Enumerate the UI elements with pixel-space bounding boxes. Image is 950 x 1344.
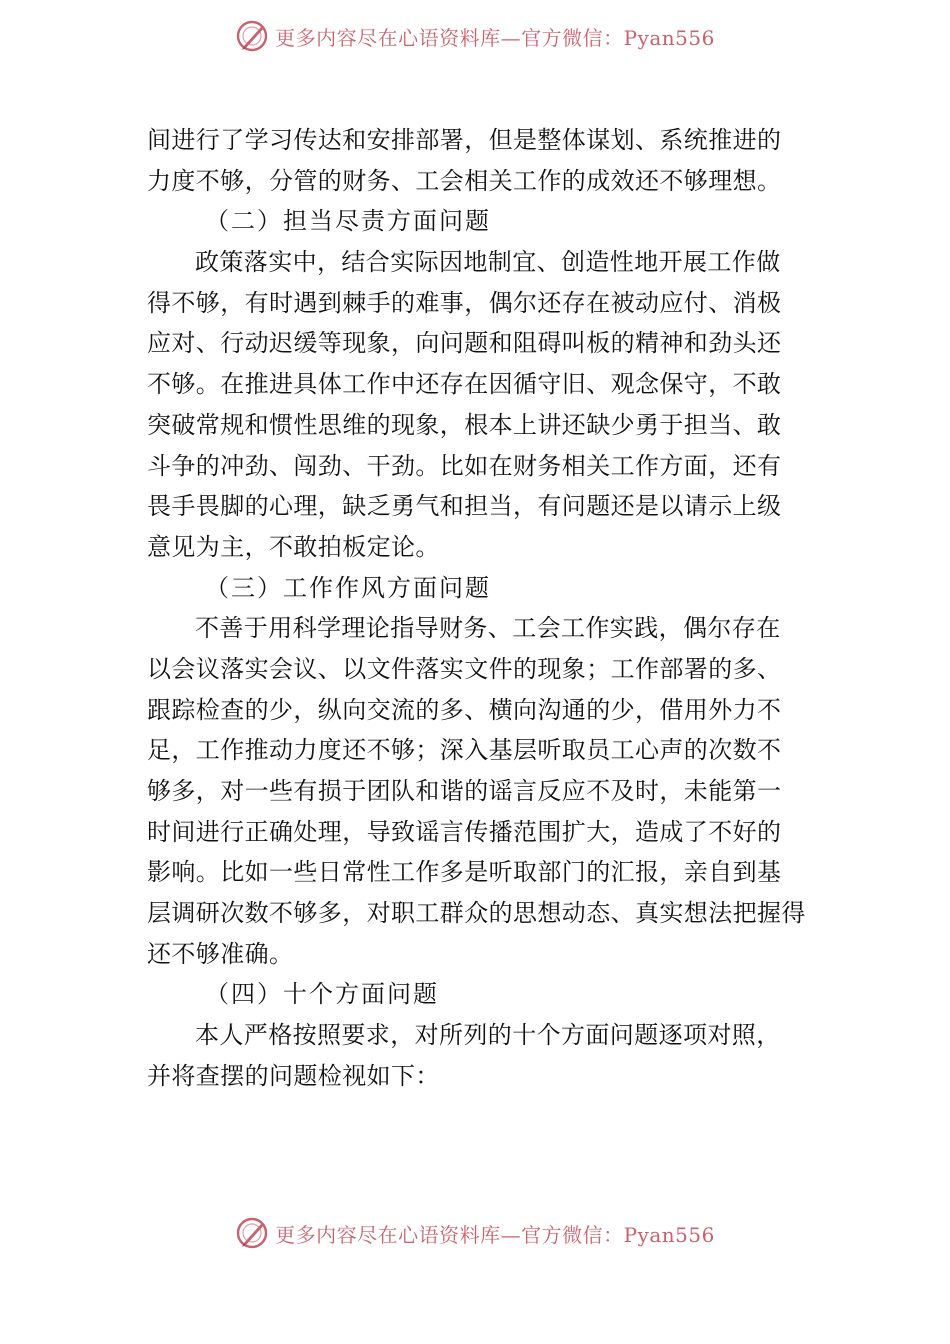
watermark-footer bbox=[0, 1213, 950, 1253]
paragraph-line: 应对、行动迟缓等现象，向问题和阻碍叫板的精神和劲头还 bbox=[147, 329, 782, 358]
paragraph-line: 跟踪检查的少，纵向交流的多、横向沟通的少，借用外力不 bbox=[147, 695, 782, 724]
paragraph-line: 突破常规和惯性思维的现象，根本上讲还缺少勇于担当、敢 bbox=[147, 410, 782, 439]
watermark-text: 更多内容尽在心语资料库—官方微信：Pyan556 bbox=[275, 25, 715, 50]
paragraph-line: 意见为主，不敢拍板定论。 bbox=[147, 532, 440, 561]
paragraph-line: 力度不够，分管的财务、工会相关工作的成效还不够理想。 bbox=[147, 166, 782, 195]
paragraph-line: 政策落实中，结合实际因地制宜、创造性地开展工作做 bbox=[195, 248, 781, 277]
document-body bbox=[147, 120, 827, 1097]
paragraph-line: 本人严格按照要求，对所列的十个方面问题逐项对照， bbox=[195, 1021, 781, 1050]
paragraph-line: 并将查摆的问题检视如下： bbox=[147, 1061, 440, 1090]
paragraph-line: 够多，对一些有损于团队和谐的谣言反应不及时，未能第一 bbox=[147, 777, 782, 805]
paragraph-line: 不善于用科学理论指导财务、工会工作实践，偶尔存在 bbox=[195, 614, 781, 643]
watermark-header bbox=[0, 16, 950, 56]
section-heading: （三）工作作风方面问题 bbox=[205, 573, 491, 602]
paragraph-line: 层调研次数不够多，对职工群众的思想动态、真实想法把握得 bbox=[147, 899, 806, 928]
paragraph-line: 还不够准确。 bbox=[147, 939, 294, 968]
pen-logo-icon bbox=[235, 1216, 269, 1250]
paragraph-line: 以会议落实会议、以文件落实文件的现象；工作部署的多、 bbox=[147, 654, 782, 683]
paragraph-line: 足，工作推动力度还不够；深入基层听取员工心声的次数不 bbox=[147, 736, 782, 765]
paragraph-line: 间进行了学习传达和安排部署，但是整体谋划、系统推进的 bbox=[147, 126, 782, 154]
paragraph-line: 时间进行正确处理，导致谣言传播范围扩大，造成了不好的 bbox=[147, 817, 782, 846]
watermark-text: 更多内容尽在心语资料库—官方微信：Pyan556 bbox=[275, 1222, 715, 1247]
paragraph-line: 影响。比如一些日常性工作多是听取部门的汇报，亲自到基 bbox=[147, 858, 782, 887]
paragraph-line: 得不够，有时遇到棘手的难事，偶尔还存在被动应付、消极 bbox=[147, 288, 782, 317]
section-heading: （二）担当尽责方面问题 bbox=[205, 207, 491, 236]
paragraph-line: 斗争的冲劲、闯劲、干劲。比如在财务相关工作方面，还有 bbox=[147, 451, 782, 480]
pen-logo-icon bbox=[235, 19, 269, 53]
paragraph-line: 不够。在推进具体工作中还存在因循守旧、观念保守，不敢 bbox=[147, 370, 782, 399]
section-heading: （四）十个方面问题 bbox=[205, 980, 439, 1009]
paragraph-line: 畏手畏脚的心理，缺乏勇气和担当，有问题还是以请示上级 bbox=[147, 492, 782, 521]
